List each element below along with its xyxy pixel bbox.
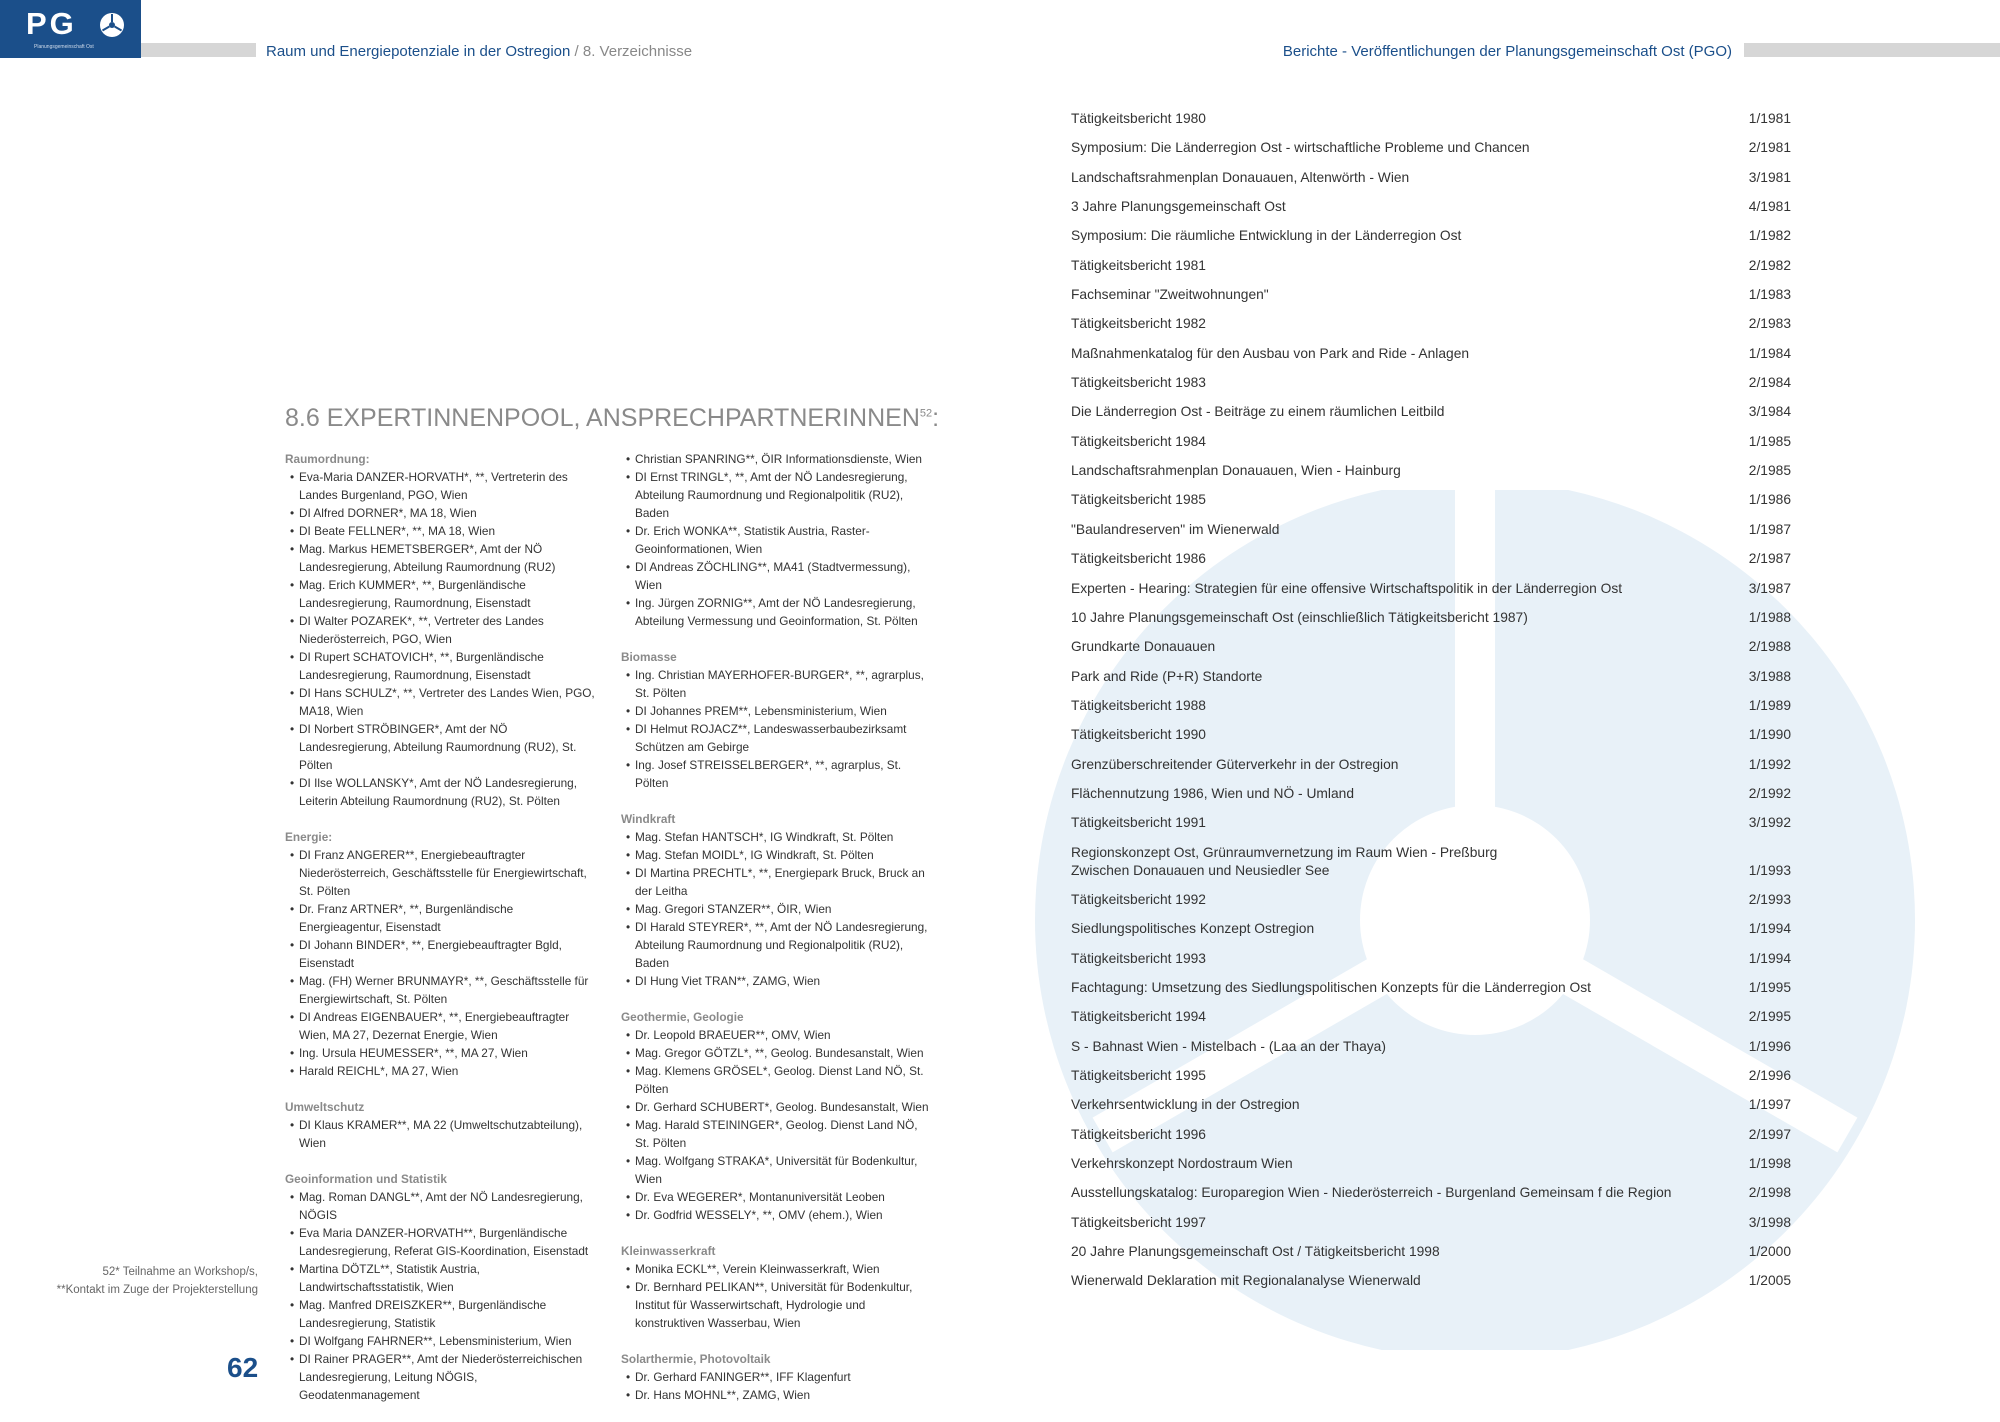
report-row	[1071, 1038, 1791, 1056]
expert-item: • DI Franz ANGERER**, Energiebeauftragter Niederösterreich, Geschäftsstelle für Energiewirtschaft, St. Pölten	[285, 846, 595, 900]
report-row	[1071, 756, 1791, 774]
report-title: "Baulandreserven" im Wienerwald	[1071, 521, 1280, 537]
report-row	[1071, 403, 1791, 421]
reports-list	[1071, 110, 1791, 1302]
report-number: 2/1988	[1748, 639, 1791, 655]
report-title: Experten - Hearing: Strategien für eine offensive Wirtschaftspolitik in der Länderregion Ost	[1071, 580, 1623, 596]
expert-item: • Mag. Wolfgang STRAKA*, Universität für Bodenkultur, Wien	[621, 1152, 931, 1188]
expert-group	[621, 1350, 931, 1404]
expert-item: • Dr. Franz ARTNER*, **, Burgenländische Energieagentur, Eisenstadt	[285, 900, 595, 936]
expert-column-left	[285, 450, 595, 1422]
expert-group-title: Geothermie, Geologie	[621, 1010, 744, 1024]
header-left-sub: / 8. Verzeichnisse	[574, 43, 693, 60]
report-number: 3/1987	[1748, 580, 1791, 596]
report-number: 1/1989	[1748, 697, 1791, 713]
expert-item: • Ing. Josef STREISSELBERGER*, **, agrarplus, St. Pölten	[621, 756, 931, 792]
report-title: Tätigkeitsbericht 1988	[1071, 697, 1206, 713]
expert-item: • DI Johannes PREM**, Lebensministerium, Wien	[621, 702, 931, 720]
report-title: S - Bahnast Wien - Mistelbach - (Laa an der Thaya)	[1071, 1038, 1386, 1054]
expert-item: • DI Klaus KRAMER**, MA 22 (Umweltschutzabteilung), Wien	[285, 1116, 595, 1152]
expert-item: • Martina DÖTZL**, Statistik Austria, Landwirtschaftsstatistik, Wien	[285, 1260, 595, 1296]
expert-group	[285, 828, 595, 1080]
expert-item: • Mag. Klemens GRÖSEL*, Geolog. Dienst Land NÖ, St. Pölten	[621, 1062, 931, 1098]
report-title: Tätigkeitsbericht 1992	[1071, 891, 1206, 907]
report-number: 2/1998	[1748, 1185, 1791, 1201]
report-title: Siedlungspolitisches Konzept Ostregion	[1071, 921, 1315, 937]
report-number: 1/1987	[1748, 521, 1791, 537]
report-number: 2/1983	[1748, 316, 1791, 332]
report-number: 2/1985	[1748, 463, 1791, 479]
expert-item: • Dr. Erich WONKA**, Statistik Austria, Raster-Geoinformationen, Wien	[621, 522, 931, 558]
footnote-line: **Kontakt im Zuge der Projekterstellung	[56, 1284, 258, 1296]
report-row	[1071, 110, 1791, 128]
expert-item: • DI Helmut ROJACZ**, Landeswasserbaubezirksamt Schützen am Gebirge	[621, 720, 931, 756]
expert-item: • Eva Maria DANZER-HORVATH**, Burgenländische Landesregierung, Referat GIS-Koordination, Eisenstadt	[285, 1224, 595, 1260]
report-row	[1071, 609, 1791, 627]
expert-group-title: Umweltschutz	[285, 1100, 365, 1114]
expert-group-title: Geoinformation und Statistik	[285, 1172, 447, 1186]
expert-group	[621, 810, 931, 990]
page-number: 62	[227, 1352, 259, 1383]
report-row	[1071, 257, 1791, 275]
report-row	[1071, 785, 1791, 803]
report-row	[1071, 1008, 1791, 1026]
report-number: 3/1988	[1748, 668, 1791, 684]
report-title: Tätigkeitsbericht 1981	[1071, 257, 1206, 273]
report-number: 2/1995	[1748, 1009, 1791, 1025]
header-left	[266, 43, 692, 60]
report-number: 1/1994	[1748, 950, 1791, 966]
header-bar-right	[1744, 43, 2000, 57]
report-row	[1071, 726, 1791, 744]
report-title: Grenzüberschreitender Güterverkehr in der Ostregion	[1071, 756, 1399, 772]
report-title: Landschaftsrahmenplan Donauauen, Altenwörth - Wien	[1071, 169, 1410, 185]
report-title: Wienerwald Deklaration mit Regionalanalyse Wienerwald	[1071, 1273, 1421, 1289]
expert-item: • Ing. Christian MAYERHOFER-BURGER*, **, agrarplus, St. Pölten	[621, 666, 931, 702]
expert-group	[285, 1170, 595, 1404]
report-row	[1071, 580, 1791, 598]
report-row	[1071, 920, 1791, 938]
expert-group	[621, 1008, 931, 1224]
report-title: 3 Jahre Planungsgemeinschaft Ost	[1071, 199, 1286, 215]
expert-item: • DI Walter POZAREK*, **, Vertreter des Landes Niederösterreich, PGO, Wien	[285, 612, 595, 648]
report-row	[1071, 227, 1791, 245]
report-row	[1071, 1126, 1791, 1144]
report-number: 1/1992	[1748, 756, 1791, 772]
report-title: Tätigkeitsbericht 1997	[1071, 1214, 1206, 1230]
expert-group-title: Biomasse	[621, 650, 677, 664]
expert-item: • DI Hans SCHULZ*, **, Vertreter des Landes Wien, PGO, MA18, Wien	[285, 684, 595, 720]
expert-item: • Christian SPANRING**, ÖIR Informationsdienste, Wien	[621, 450, 931, 468]
report-title: Tätigkeitsbericht 1990	[1071, 727, 1206, 743]
expert-item: • Mag. Harald STEININGER*, Geolog. Dienst Land NÖ, St. Pölten	[621, 1116, 931, 1152]
report-row	[1071, 433, 1791, 451]
report-number: 3/1984	[1748, 404, 1791, 420]
report-row	[1071, 139, 1791, 157]
expert-column-right	[621, 450, 931, 1422]
report-title: Symposium: Die räumliche Entwicklung in der Länderregion Ost	[1071, 228, 1462, 244]
logo-subtitle: Planungsgemeinschaft Ost	[34, 44, 94, 50]
report-title-line2: Zwischen Donauauen und Neusiedler See	[1071, 862, 1330, 878]
report-number: 1/1997	[1748, 1097, 1791, 1113]
pgo-logo-wheel-icon	[100, 13, 124, 37]
report-number: 4/1981	[1748, 199, 1791, 215]
report-row	[1071, 374, 1791, 392]
report-number: 2/1982	[1748, 257, 1791, 273]
report-row	[1071, 315, 1791, 333]
report-number: 1/1985	[1748, 433, 1791, 449]
expert-item: • Dr. Gerhard FANINGER**, IFF Klagenfurt	[621, 1368, 931, 1386]
expert-item: • Mag. Erich KUMMER*, **, Burgenländische Landesregierung, Raumordnung, Eisenstadt	[285, 576, 595, 612]
expert-group	[621, 648, 931, 792]
expert-item: • Mag. Roman DANGL**, Amt der NÖ Landesregierung, NÖGIS	[285, 1188, 595, 1224]
expert-group-title: Solarthermie, Photovoltaik	[621, 1352, 771, 1366]
expert-item: • Mag. Markus HEMETSBERGER*, Amt der NÖ Landesregierung, Abteilung Raumordnung (RU2)	[285, 540, 595, 576]
header-right-title: Berichte - Veröffentlichungen der Planungsgemeinschaft Ost (PGO)	[1282, 43, 1732, 60]
report-number: 1/1981	[1748, 111, 1791, 126]
expert-item: • Mag. Manfred DREISZKER**, Burgenländische Landesregierung, Statistik	[285, 1296, 595, 1332]
expert-item: • DI Ilse WOLLANSKY*, Amt der NÖ Landesregierung, Leiterin Abteilung Raumordnung (RU2), St. Pölten	[285, 774, 595, 810]
report-number: 2/1981	[1748, 140, 1791, 156]
report-row	[1071, 286, 1791, 304]
expert-item: • DI Harald STEYRER*, **, Amt der NÖ Landesregierung, Abteilung Raumordnung und Regionalpolitik (RU2), Baden	[621, 918, 931, 972]
report-row	[1071, 1096, 1791, 1114]
section-title-text: 8.6 EXPERTINNENPOOL, ANSPRECHPARTNERINNEN	[285, 404, 920, 432]
report-title: Ausstellungskatalog: Europaregion Wien - Niederösterreich - Burgenland Gemeinsam f die Region	[1071, 1185, 1672, 1201]
expert-item: • DI Alfred DORNER*, MA 18, Wien	[285, 504, 595, 522]
report-number: 1/2000	[1748, 1244, 1791, 1260]
report-title: Tätigkeitsbericht 1991	[1071, 815, 1206, 831]
expert-item: • DI Rainer PRAGER**, Amt der Niederösterreichischen Landesregierung, Leitung NÖGIS, Geodatenmanagement	[285, 1350, 595, 1404]
expert-item: • Mag. Stefan HANTSCH*, IG Windkraft, St. Pölten	[621, 828, 931, 846]
report-number: 2/1996	[1748, 1068, 1791, 1083]
report-row	[1071, 521, 1791, 539]
expert-item: • Eva-Maria DANZER-HORVATH*, **, Vertreterin des Landes Burgenland, PGO, Wien	[285, 468, 595, 504]
report-title: Tätigkeitsbericht 1983	[1071, 375, 1206, 391]
expert-group	[621, 1242, 931, 1332]
report-number: 1/1998	[1748, 1156, 1791, 1172]
report-number: 2/1984	[1748, 375, 1791, 391]
report-title: Regionskonzept Ost, Grünraumvernetzung im Raum Wien - Preßburg	[1071, 844, 1498, 860]
report-number: 3/1992	[1748, 815, 1791, 831]
expert-item: • Mag. Stefan MOIDL*, IG Windkraft, St. Pölten	[621, 846, 931, 864]
expert-item: • DI Andreas EIGENBAUER*, **, Energiebeauftragter Wien, MA 27, Dezernat Energie, Wien	[285, 1008, 595, 1044]
expert-item: • DI Johann BINDER*, **, Energiebeauftragter Bgld, Eisenstadt	[285, 936, 595, 972]
report-title: Fachseminar "Zweitwohnungen"	[1071, 287, 1269, 303]
expert-item: • Ing. Jürgen ZORNIG**, Amt der NÖ Landesregierung, Abteilung Vermessung und Geoinformation, St. Pölten	[621, 594, 931, 630]
report-row	[1071, 462, 1791, 480]
report-number: 3/1981	[1748, 169, 1791, 185]
expert-item: • Ing. Ursula HEUMESSER*, **, MA 27, Wien	[285, 1044, 595, 1062]
header-bar-left	[141, 43, 256, 57]
expert-item: • DI Rupert SCHATOVICH*, **, Burgenländische Landesregierung, Raumordnung, Eisenstadt	[285, 648, 595, 684]
expert-item: • Dr. Godfrid WESSELY*, **, OMV (ehem.), Wien	[621, 1206, 931, 1224]
report-number: 1/1984	[1748, 345, 1791, 361]
expert-item: • DI Hung Viet TRAN**, ZAMG, Wien	[621, 972, 931, 990]
pgo-logo	[0, 0, 141, 58]
report-row	[1071, 638, 1791, 656]
report-number: 1/1996	[1748, 1038, 1791, 1054]
report-number: 1/1988	[1748, 609, 1791, 625]
report-row	[1071, 491, 1791, 509]
report-row	[1071, 668, 1791, 686]
expert-item: • Mag. Gregor GÖTZL*, **, Geolog. Bundesanstalt, Wien	[621, 1044, 931, 1062]
report-title: Park and Ride (P+R) Standorte	[1071, 668, 1263, 684]
report-row	[1071, 1184, 1791, 1202]
expert-item: • Mag. (FH) Werner BRUNMAYR*, **, Geschäftsstelle für Energiewirtschaft, St. Pölten	[285, 972, 595, 1008]
report-number: 1/1995	[1748, 979, 1791, 995]
expert-item: • DI Beate FELLNER*, **, MA 18, Wien	[285, 522, 595, 540]
report-title: Verkehrskonzept Nordostraum Wien	[1071, 1156, 1293, 1172]
report-number: 1/1994	[1748, 921, 1791, 937]
report-title: Tätigkeitsbericht 1985	[1071, 492, 1206, 508]
expert-item: • DI Norbert STRÖBINGER*, Amt der NÖ Landesregierung, Abteilung Raumordnung (RU2), St. Pölten	[285, 720, 595, 774]
report-title: Verkehrsentwicklung in der Ostregion	[1071, 1097, 1300, 1113]
report-title: Landschaftsrahmenplan Donauauen, Wien - Hainburg	[1071, 463, 1401, 479]
section-title-footnote-ref: 52	[919, 407, 933, 420]
report-title: Tätigkeitsbericht 1980	[1071, 111, 1206, 126]
report-title: Tätigkeitsbericht 1982	[1071, 316, 1206, 332]
footnote	[57, 1263, 258, 1299]
expert-group-title: Windkraft	[621, 812, 676, 826]
report-row	[1071, 198, 1791, 216]
report-title: Fachtagung: Umsetzung des Siedlungspolitischen Konzepts für die Länderregion Ost	[1071, 979, 1591, 995]
expert-group	[621, 450, 931, 630]
report-row	[1071, 1243, 1791, 1261]
report-number: 1/1986	[1748, 492, 1791, 508]
header-left-title: Raum und Energiepotenziale in der Ostregion	[266, 43, 571, 60]
report-title: Tätigkeitsbericht 1993	[1071, 950, 1206, 966]
report-number: 1/1993	[1748, 862, 1791, 878]
report-number: 2/1997	[1748, 1126, 1791, 1142]
report-number: 3/1998	[1748, 1214, 1791, 1230]
section-title	[285, 404, 939, 433]
expert-item: • Harald REICHL*, MA 27, Wien	[285, 1062, 595, 1080]
logo-text: PG	[26, 6, 77, 41]
expert-group	[285, 450, 595, 810]
report-row	[1071, 814, 1791, 832]
report-title: Maßnahmenkatalog für den Ausbau von Park and Ride - Anlagen	[1071, 345, 1470, 361]
expert-item: • DI Wolfgang FAHRNER**, Lebensministerium, Wien	[285, 1332, 595, 1350]
report-row	[1071, 950, 1791, 968]
footnote-line: 52* Teilnahme an Workshop/s,	[102, 1266, 258, 1278]
report-row	[1071, 1214, 1791, 1232]
report-title: Symposium: Die Länderregion Ost - wirtschaftliche Probleme und Chancen	[1071, 140, 1530, 156]
expert-item: • DI Ernst TRINGL*, **, Amt der NÖ Landesregierung, Abteilung Raumordnung und Regionalpolitik (RU2), Baden	[621, 468, 931, 522]
report-row	[1071, 697, 1791, 715]
expert-group-title: Energie:	[285, 830, 333, 844]
report-number: 1/1990	[1748, 727, 1791, 743]
report-row	[1071, 550, 1791, 568]
report-row	[1071, 891, 1791, 909]
report-row	[1071, 169, 1791, 187]
expert-item: • Dr. Gerhard SCHUBERT*, Geolog. Bundesanstalt, Wien	[621, 1098, 931, 1116]
report-title: 10 Jahre Planungsgemeinschaft Ost (einschließlich Tätigkeitsbericht 1987)	[1071, 609, 1528, 625]
report-title: Grundkarte Donauauen	[1071, 639, 1216, 655]
expert-item: • DI Andreas ZÖCHLING**, MA41 (Stadtvermessung), Wien	[621, 558, 931, 594]
report-number: 1/1982	[1748, 228, 1791, 244]
report-title: Die Länderregion Ost - Beiträge zu einem räumlichen Leitbild	[1071, 404, 1445, 420]
report-number: 1/2005	[1748, 1273, 1791, 1289]
report-number: 2/1987	[1748, 551, 1791, 567]
expert-item: • Dr. Eva WEGERER*, Montanuniversität Leoben	[621, 1188, 931, 1206]
report-number: 1/1983	[1748, 287, 1791, 303]
report-row	[1071, 345, 1791, 363]
expert-item: • Dr. Leopold BRAEUER**, OMV, Wien	[621, 1026, 931, 1044]
report-title: Tätigkeitsbericht 1994	[1071, 1009, 1206, 1025]
report-row	[1071, 1067, 1791, 1085]
expert-item: • Mag. Gregori STANZER**, ÖIR, Wien	[621, 900, 931, 918]
report-title: Tätigkeitsbericht 1984	[1071, 433, 1206, 449]
report-row	[1071, 1155, 1791, 1173]
report-title: Tätigkeitsbericht 1986	[1071, 551, 1206, 567]
expert-group-title: Kleinwasserkraft	[621, 1244, 716, 1258]
report-title: Tätigkeitsbericht 1995	[1071, 1068, 1206, 1083]
expert-item: • Dr. Bernhard PELIKAN**, Universität für Bodenkultur, Institut für Wasserwirtschaft, Hydrologie und konstruktiven Wasserbau, Wien	[621, 1278, 931, 1332]
report-title: 20 Jahre Planungsgemeinschaft Ost / Tätigkeitsbericht 1998	[1071, 1244, 1440, 1260]
report-number: 2/1992	[1748, 785, 1791, 801]
expert-item: • Dr. Hans MOHNL**, ZAMG, Wien	[621, 1386, 931, 1404]
report-row	[1071, 844, 1791, 880]
expert-item: • Monika ECKL**, Verein Kleinwasserkraft, Wien	[621, 1260, 931, 1278]
report-number: 2/1993	[1748, 891, 1791, 907]
report-row	[1071, 1272, 1791, 1290]
expert-group	[285, 1098, 595, 1152]
expert-group-title: Raumordnung:	[285, 452, 370, 466]
section-title-colon: :	[932, 404, 940, 432]
report-row	[1071, 979, 1791, 997]
report-title: Flächennutzung 1986, Wien und NÖ - Umland	[1071, 785, 1354, 801]
report-title: Tätigkeitsbericht 1996	[1071, 1126, 1206, 1142]
expert-item: • DI Martina PRECHTL*, **, Energiepark Bruck, Bruck an der Leitha	[621, 864, 931, 900]
